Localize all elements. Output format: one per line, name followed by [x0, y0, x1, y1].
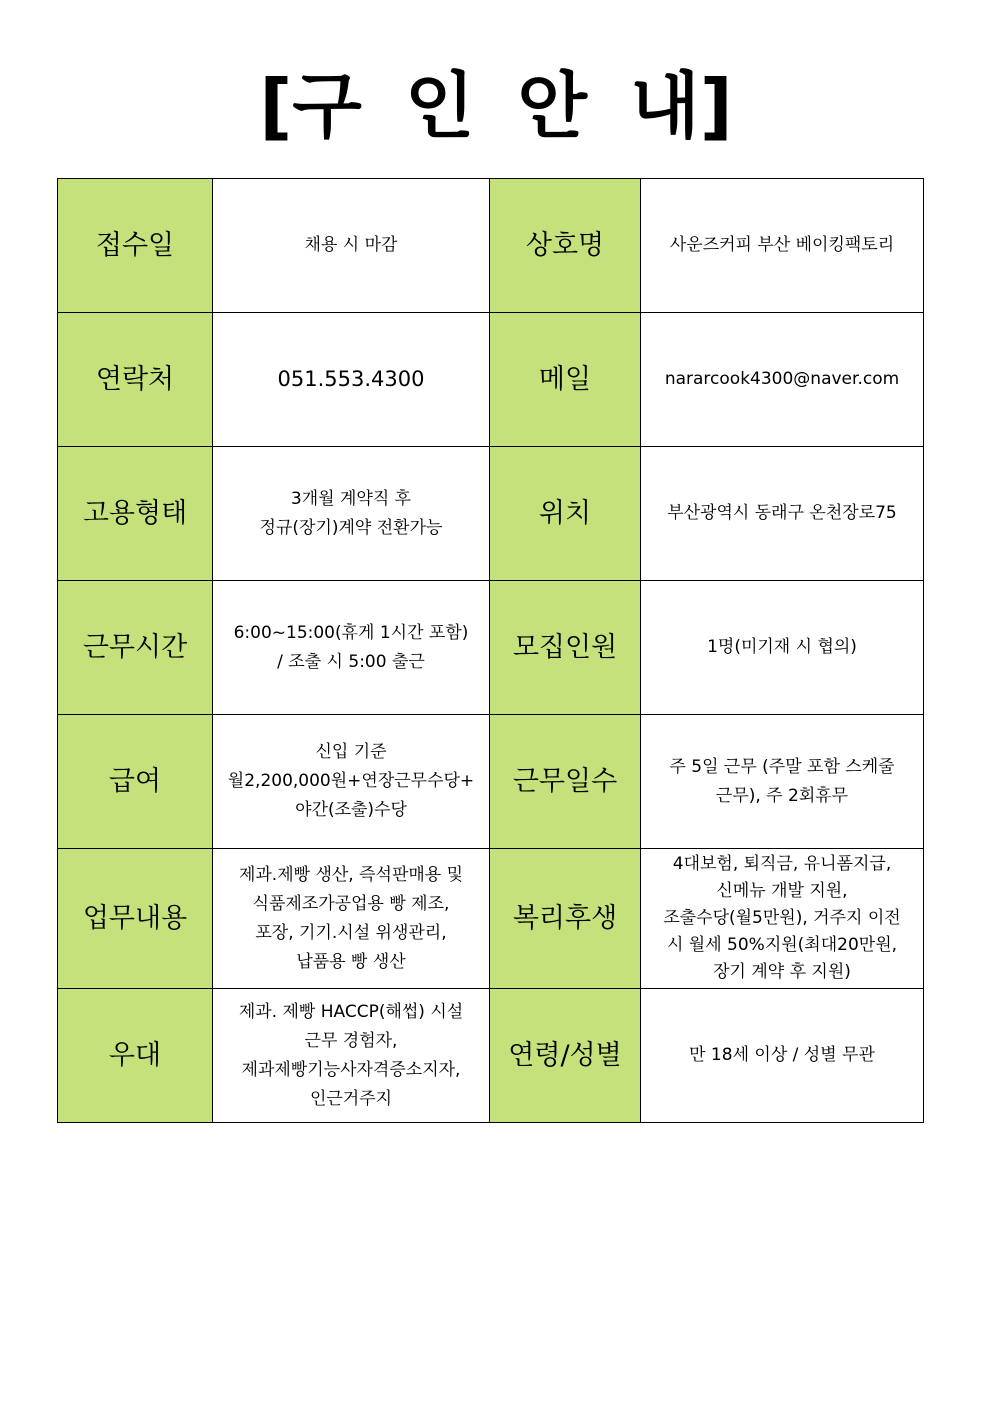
value-line: 사운즈커피 부산 베이킹팩토리 [669, 235, 895, 255]
phone-value: 051.553.4300 [277, 367, 425, 391]
value-line: 식품제조가공업용 빵 제조, [252, 893, 450, 914]
value-cell [641, 179, 924, 313]
label-cell: 근무일수 [490, 715, 641, 849]
value-line: 신입 기준 [315, 742, 387, 762]
value-cell [641, 989, 924, 1123]
value-line: 부산광역시 동래구 온천장로75 [667, 503, 897, 523]
value-cell [213, 989, 490, 1123]
value-line: 1명(미기재 시 협의) [707, 637, 857, 657]
value-line: 4대보험, 퇴직금, 유니폼지급, [672, 854, 892, 874]
value-cell [641, 849, 924, 989]
value-cell [213, 447, 490, 581]
value-cell [213, 179, 490, 313]
label-cell: 고용형태 [58, 447, 213, 581]
label-cell: 우대 [58, 989, 213, 1123]
value-cell [213, 313, 490, 447]
label-cell: 근무시간 [58, 581, 213, 715]
label-cell: 위치 [490, 447, 641, 581]
email-value: nararcook4300@naver.com [664, 369, 900, 389]
value-cell [641, 313, 924, 447]
label-cell: 업무내용 [58, 849, 213, 989]
value-line: 근무), 주 2회휴무 [715, 785, 849, 806]
label-cell: 연령/성별 [490, 989, 641, 1123]
table-row [58, 313, 924, 447]
table-row [58, 989, 924, 1123]
label-cell: 메일 [490, 313, 641, 447]
value-cell [641, 581, 924, 715]
value-line: 제과.제빵 생산, 즉석판매용 및 [238, 864, 464, 885]
value-line: 채용 시 마감 [304, 235, 398, 255]
table-row [58, 581, 924, 715]
table-row [58, 447, 924, 581]
value-line: 정규(장기)계약 전환가능 [259, 517, 443, 538]
label-cell: 접수일 [58, 179, 213, 313]
value-cell [641, 715, 924, 849]
job-info-table [57, 178, 924, 1123]
value-line: 6:00~15:00(휴게 1시간 포함) [233, 622, 469, 643]
value-line: 3개월 계약직 후 [290, 488, 412, 509]
table-row [58, 715, 924, 849]
value-line: 포장, 기기.시설 위생관리, [255, 922, 447, 943]
value-cell [213, 715, 490, 849]
value-line: / 조출 시 5:00 출근 [277, 651, 425, 672]
value-cell [641, 447, 924, 581]
value-line: 장기 계약 후 지원) [713, 962, 851, 982]
value-line: 월2,200,000원+연장근무수당+ [227, 771, 475, 791]
value-line: 근무 경험자, [304, 1030, 398, 1051]
value-line: 납품용 빵 생산 [296, 951, 406, 972]
value-line: 제과제빵기능사자격증소지자, [241, 1059, 461, 1080]
label-cell: 연락처 [58, 313, 213, 447]
value-cell [213, 581, 490, 715]
value-line: 제과. 제빵 HACCP(해썹) 시설 [238, 1001, 464, 1022]
table-row [58, 849, 924, 989]
value-line: 인근거주지 [309, 1088, 393, 1109]
label-cell: 상호명 [490, 179, 641, 313]
table-row [58, 179, 924, 313]
value-line: 주 5일 근무 (주말 포함 스케줄 [669, 756, 895, 777]
value-line: 야간(조출)수당 [295, 800, 407, 820]
label-cell: 모집인원 [490, 581, 641, 715]
value-line: 만 18세 이상 / 성별 무관 [689, 1045, 875, 1065]
value-line: 신메뉴 개발 지원, [716, 881, 848, 901]
value-line: 시 월세 50%지원(최대20만원, [666, 935, 898, 955]
label-cell: 급여 [58, 715, 213, 849]
value-cell [213, 849, 490, 989]
label-cell: 복리후생 [490, 849, 641, 989]
value-line: 조출수당(월5만원), 거주지 이전 [663, 908, 901, 928]
page-title: [구 인 안 내] [259, 64, 733, 148]
